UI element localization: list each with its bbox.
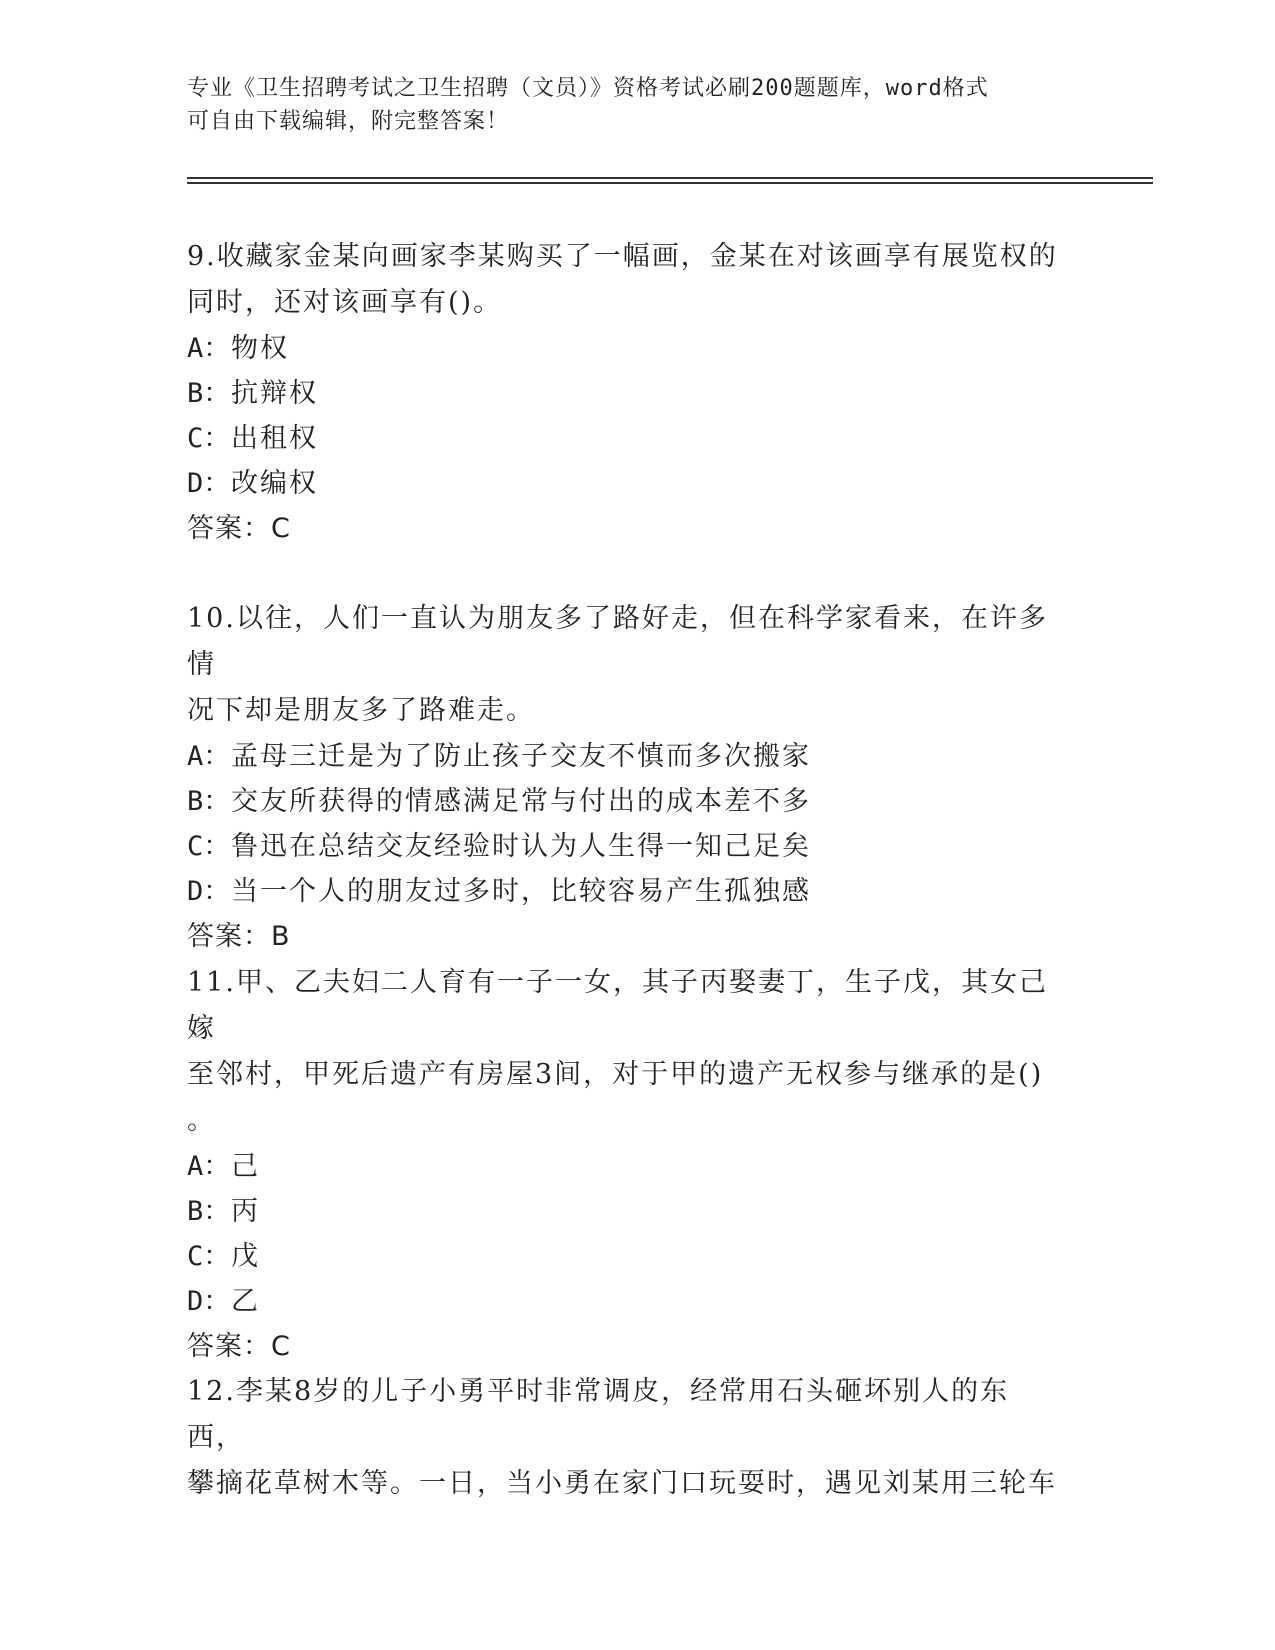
- header-divider-bottom: [187, 182, 1153, 184]
- question-stem: [187, 960, 1067, 1144]
- option-d: [187, 869, 1067, 914]
- option-text: 改编权: [231, 468, 318, 499]
- option-c: [187, 824, 1067, 869]
- option-key: B：: [187, 378, 231, 409]
- option-text: 丙: [231, 1196, 260, 1227]
- option-c: [187, 1234, 1067, 1279]
- option-b: [187, 779, 1067, 824]
- option-text: 物权: [231, 333, 289, 364]
- answer: 答案：B: [187, 921, 291, 952]
- option-key: A：: [187, 333, 231, 364]
- question-line: 12.李某8岁的儿子小勇平时非常调皮，经常用石头砸坏别人的东西，: [187, 1376, 1010, 1453]
- question-stem: [187, 234, 1067, 326]
- option-text: 当一个人的朋友过多时，比较容易产生孤独感: [231, 876, 811, 907]
- option-a: [187, 1144, 1067, 1189]
- question-line: 况下却是朋友多了路难走。: [187, 695, 535, 726]
- question-line: 11.甲、乙夫妇二人育有一子一女，其子丙娶妻丁，生子戊，其女己嫁: [187, 967, 1048, 1044]
- question-stem: [187, 1369, 1067, 1507]
- option-c: [187, 416, 1067, 461]
- question-line: 。: [187, 1105, 216, 1136]
- option-text: 戊: [231, 1241, 260, 1272]
- question-12: [187, 1369, 1067, 1507]
- answer: 答案：C: [187, 513, 291, 544]
- option-key: C：: [187, 1241, 231, 1272]
- option-key: D：: [187, 1286, 231, 1317]
- question-stem: [187, 596, 1067, 734]
- option-key: A：: [187, 741, 231, 772]
- question-line: 10.以往，人们一直认为朋友多了路好走，但在科学家看来，在许多情: [187, 603, 1048, 680]
- header-line-1: 专业《卫生招聘考试之卫生招聘（文员）》资格考试必刷200题题库，word格式: [187, 76, 989, 101]
- option-key: D：: [187, 876, 231, 907]
- option-text: 交友所获得的情感满足常与付出的成本差不多: [231, 786, 811, 817]
- question-line: 攀摘花草树木等。一日，当小勇在家门口玩耍时，遇见刘某用三轮车: [187, 1468, 1057, 1499]
- option-text: 鲁迅在总结交友经验时认为人生得一知己足矣: [231, 831, 811, 862]
- header-line-2: 可自由下载编辑，附完整答案！: [187, 109, 510, 134]
- option-b: [187, 1189, 1067, 1234]
- option-text: 孟母三迁是为了防止孩子交友不慎而多次搬家: [231, 741, 811, 772]
- header-divider-top: [187, 177, 1153, 179]
- question-line: 9.收藏家金某向画家李某购买了一幅画，金某在对该画享有展览权的: [187, 241, 1058, 272]
- option-key: B：: [187, 1196, 231, 1227]
- answer: 答案：C: [187, 1331, 291, 1362]
- option-text: 出租权: [231, 423, 318, 454]
- option-text: 乙: [231, 1286, 260, 1317]
- option-key: A：: [187, 1151, 231, 1182]
- option-key: D：: [187, 468, 231, 499]
- option-a: [187, 326, 1067, 371]
- option-key: B：: [187, 786, 231, 817]
- document-header: [187, 72, 1067, 138]
- question-line: 至邻村，甲死后遗产有房屋3间，对于甲的遗产无权参与继承的是(): [187, 1059, 1044, 1090]
- option-d: [187, 461, 1067, 506]
- question-9: [187, 234, 1067, 552]
- option-d: [187, 1279, 1067, 1324]
- question-11: [187, 960, 1067, 1370]
- option-a: [187, 734, 1067, 779]
- question-line: 同时，还对该画享有()。: [187, 287, 503, 318]
- option-text: 抗辩权: [231, 378, 318, 409]
- option-key: C：: [187, 423, 231, 454]
- option-b: [187, 371, 1067, 416]
- question-10: [187, 596, 1067, 960]
- option-text: 己: [231, 1151, 260, 1182]
- option-key: C：: [187, 831, 231, 862]
